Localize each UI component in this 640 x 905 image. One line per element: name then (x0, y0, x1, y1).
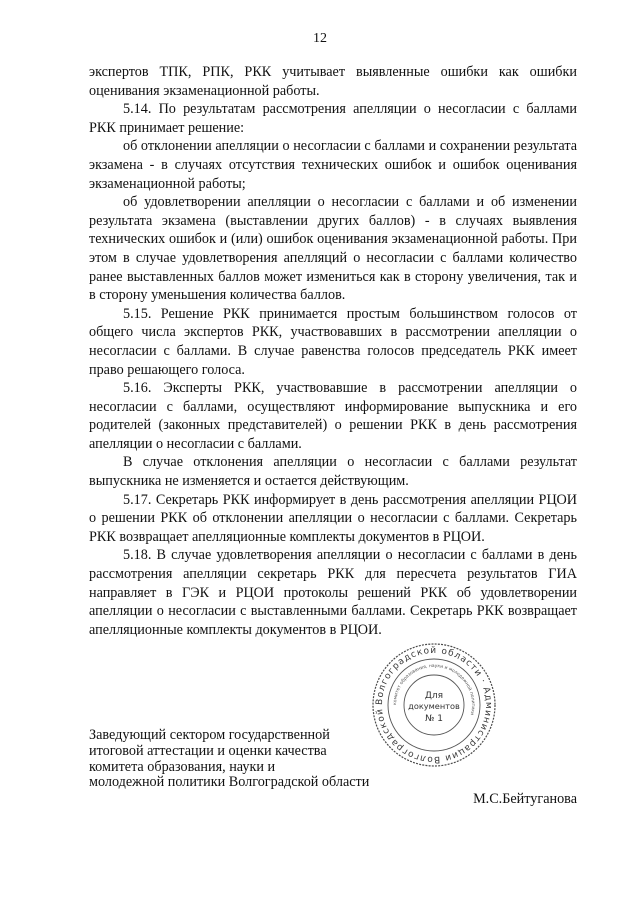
document-body (89, 63, 577, 639)
stamp-inner-text: комитет образования, науки и молодежной политики (392, 663, 476, 716)
signatory-name: М.С.Бейтуганова (473, 791, 577, 807)
paragraph-5-14: 5.14. По результатам рассмотрения апелляции о несогласии с баллами РКК принимает решение: (89, 101, 577, 136)
signatory-position-line: молодежной политики Волгоградской области (89, 774, 370, 791)
paragraph-5-14-option-reject: об отклонении апелляции о несогласии с баллами и сохранении результата экзамена - в случаях отсутствия технических ошибок и ошибок оценивания экзаменационной работы; (89, 138, 577, 192)
signatory-position-line: комитета образования, науки и (89, 758, 276, 775)
stamp-center-line3: № 1 (425, 714, 443, 724)
paragraph-5-18: 5.18. В случае удовлетворения апелляции о несогласии с баллами в день рассмотрения апелляции секретарь РКК для пересчета результатов ГИА направляет в ГЭК и РЦОИ протоколы решений РКК об удовлетворении апелляции о несогласии с выставленными баллами. Секретарь РКК возвращает апелляционные комплекты документов в РЦОИ. (89, 547, 577, 638)
official-stamp (370, 641, 498, 769)
paragraph-continuation: экспертов ТПК, РПК, РКК учитывает выявленные ошибки как ошибки оценивания экзаменационной работы. (89, 64, 577, 99)
paragraph-5-15: 5.15. Решение РКК принимается простым большинством голосов от общего числа экспертов РКК, участвовавших в рассмотрении апелляции о несогласии с баллами. В случае равенства голосов председатель РКК имеет право решающего голоса. (89, 305, 577, 378)
stamp-center-line2: документов (408, 701, 460, 711)
paragraph-5-14-option-satisfy: об удовлетворении апелляции о несогласии с баллами и об изменении результата экзамена (выставлении других баллов) - в случаях выявления технических ошибок и (или) ошибок оценивания экзаменационной работы. При этом в случае удовлетворения апелляций о несогласии с баллами количество ранее выставленных баллов может измениться как в сторону увеличения, так и в сторону уменьшения количества баллов. (89, 194, 577, 304)
signatory-position-line: итоговой аттестации и оценки качества (89, 742, 327, 759)
paragraph-5-16-rejection: В случае отклонения апелляции о несогласии с баллами результат выпускника не изменяется и остается действующим. (89, 454, 577, 490)
page-number: 12 (313, 31, 327, 46)
paragraph-5-16: 5.16. Эксперты РКК, участвовавшие в рассмотрении апелляции о несогласии с баллами, осуществляют информирование выпускника и его родителей (законных представителей) о решении РКК в день рассмотрения апелляции о несогласии с баллами. (89, 380, 577, 452)
signatory-position (89, 728, 389, 791)
stamp-center-line1: Для (424, 691, 444, 701)
paragraph-5-17: 5.17. Секретарь РКК информирует в день рассмотрения апелляции РЦОИ о решении РКК об отклонении апелляции о несогласии с баллами. Секретарь РКК возвращает апелляционные комплекты документов в РЦОИ. (89, 491, 577, 545)
stamp-outer-text: Волгоградской области · Администрации Волгоградской (374, 645, 494, 765)
signatory-position-line: Заведующий сектором государственной (89, 727, 330, 743)
